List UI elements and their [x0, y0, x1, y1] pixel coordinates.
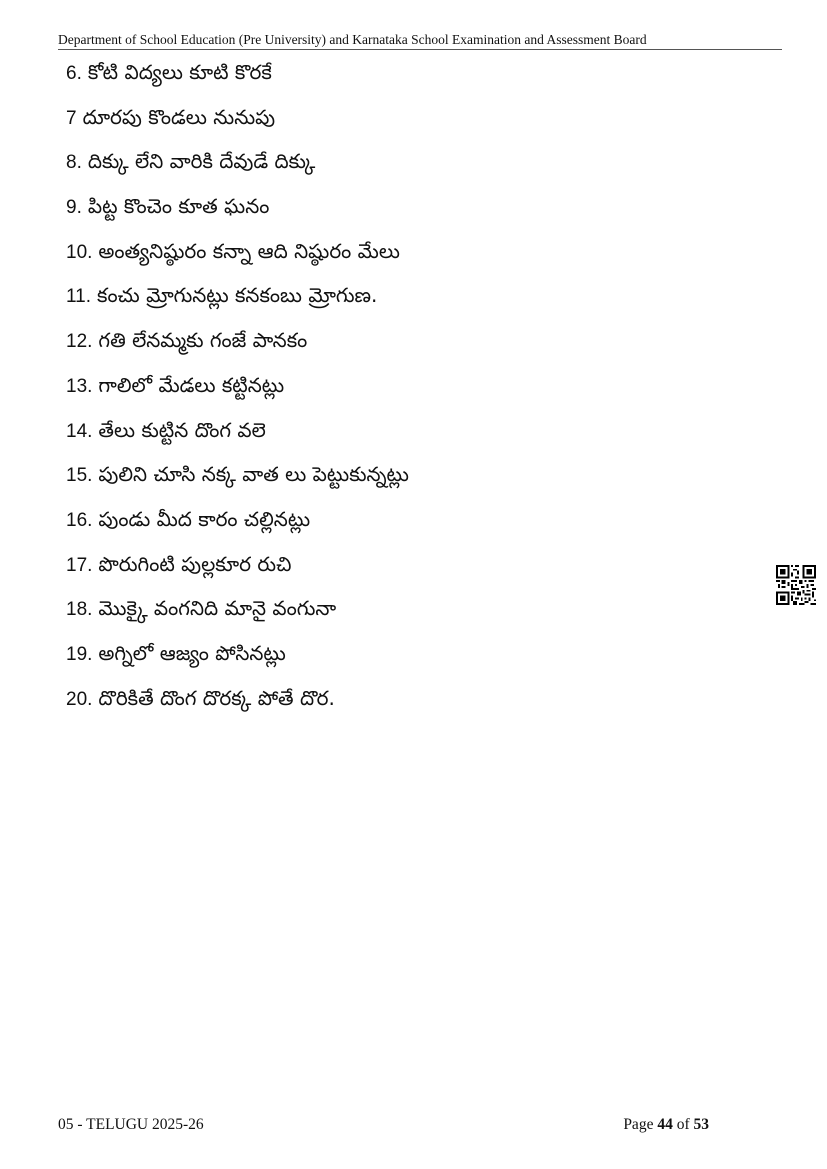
list-item	[66, 323, 746, 368]
item-text: తేలు కుట్టిన దొంగ వలె	[98, 417, 266, 442]
item-number: 17.	[66, 554, 93, 576]
item-text: దిక్కు లేని వారికి దేవుడే దిక్కు	[87, 149, 316, 174]
item-number: 20.	[66, 688, 93, 710]
list-item	[66, 413, 746, 458]
item-number: 13.	[66, 375, 93, 397]
list-item	[66, 189, 746, 234]
item-text: మొక్కై వంగనిది మానై వంగునా	[98, 596, 337, 621]
list-item	[66, 368, 746, 413]
item-number: 10.	[66, 241, 93, 263]
item-text: గాలిలో మేడలు కట్టినట్లు	[98, 372, 285, 397]
list-item	[66, 144, 746, 189]
item-text: గతి లేనమ్మకు గంజే పానకం	[98, 328, 308, 353]
item-number: 8.	[66, 152, 82, 174]
page-current: 44	[657, 1116, 673, 1133]
item-text: దూరపు కొండలు నునుపు	[82, 104, 276, 129]
list-item	[66, 55, 746, 100]
page-label: Page	[623, 1116, 654, 1133]
item-number: 11.	[66, 286, 92, 308]
item-number: 19.	[66, 643, 93, 665]
item-number: 9.	[66, 197, 82, 219]
item-text: కంచు మ్రోగునట్లు కనకంబు మ్రోగుణ.	[97, 283, 378, 308]
item-text: పులిని చూసి నక్క వాత లు పెట్టుకున్నట్లు	[98, 462, 409, 487]
footer-subject-code: 05 - TELUGU 2025-26	[58, 1116, 204, 1133]
page-of: of	[676, 1116, 690, 1133]
item-text: దొరికితే దొంగ దొరక్క పోతే దొర.	[98, 685, 335, 710]
item-text: పొరుగింటి పుల్లకూర రుచి	[98, 551, 292, 576]
document-header: Department of School Education (Pre University) and Karnataka School Examination and Assessment Board	[58, 32, 782, 50]
list-item	[66, 457, 746, 502]
item-number: 6.	[66, 63, 82, 84]
page-total: 53	[693, 1116, 709, 1133]
list-item	[66, 234, 746, 279]
qr-code-icon	[776, 565, 816, 605]
list-item	[66, 100, 746, 145]
proverb-list	[66, 55, 746, 725]
list-item	[66, 636, 746, 681]
list-item	[66, 278, 746, 323]
item-text: పిట్ట కొంచెం కూత ఘనం	[87, 194, 270, 219]
list-item	[66, 547, 746, 592]
page-number	[623, 1116, 709, 1134]
list-item	[66, 681, 746, 726]
item-number: 16.	[66, 509, 93, 531]
item-number: 12.	[66, 331, 93, 353]
item-text: పుండు మీద కారం చల్లినట్లు	[98, 506, 311, 531]
item-text: అగ్నిలో ఆజ్యం పోసినట్లు	[98, 640, 286, 665]
item-number: 7	[66, 107, 77, 129]
item-number: 15.	[66, 465, 93, 487]
list-item	[66, 502, 746, 547]
item-text: కోటి విద్యలు కూటి కొరకే	[87, 60, 272, 84]
list-item	[66, 591, 746, 636]
item-text: అంత్యనిష్ఠురం కన్నా ఆది నిష్ఠురం మేలు	[98, 238, 400, 263]
item-number: 14.	[66, 420, 93, 442]
item-number: 18.	[66, 599, 93, 621]
